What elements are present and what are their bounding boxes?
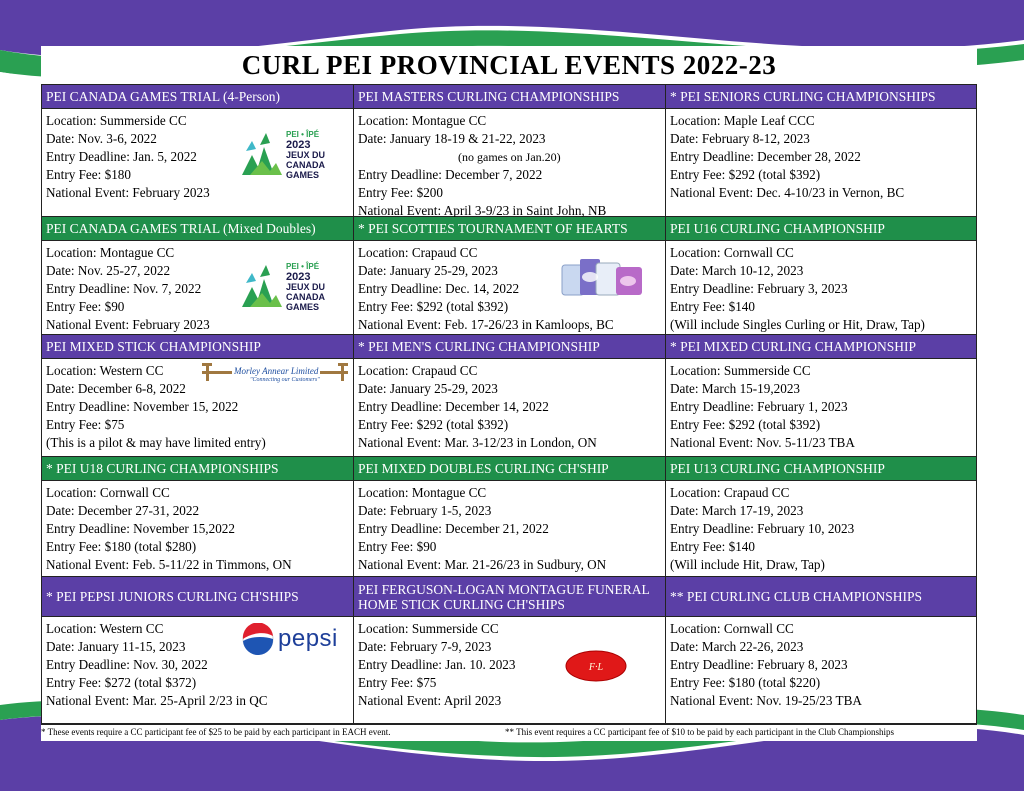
- event-detail-line: Entry Fee: $272 (total $372): [46, 675, 197, 690]
- event-detail-line: Date: January 25-29, 2023: [358, 263, 498, 278]
- event-detail-line: Entry Fee: $90: [46, 299, 125, 314]
- event-detail-line: National Event: Nov. 5-11/23 TBA: [670, 435, 855, 450]
- event-detail-line: Entry Fee: $75: [46, 417, 125, 432]
- footnote-double-star: ** This event requires a CC participant fee of $10 to be paid by each participant in the Club Championships: [505, 727, 894, 737]
- svg-text:GAMES: GAMES: [286, 302, 320, 312]
- event-details: [354, 109, 665, 217]
- event-detail-line: National Event: Dec. 4-10/23 in Vernon, BC: [670, 185, 905, 200]
- svg-text:JEUX DU: JEUX DU: [286, 150, 326, 160]
- event-cell: [666, 85, 976, 217]
- event-cell: [354, 85, 666, 217]
- event-title: * PEI SCOTTIES TOURNAMENT OF HEARTS: [354, 217, 665, 241]
- event-row: [42, 335, 976, 457]
- svg-text:CANADA: CANADA: [286, 160, 325, 170]
- event-title: * PEI MEN'S CURLING CHAMPIONSHIP: [354, 335, 665, 359]
- svg-text:PEI • ÎPÉ: PEI • ÎPÉ: [286, 130, 320, 139]
- event-detail-line: Date: February 7-9, 2023: [358, 639, 492, 654]
- event-detail-line: Date: January 25-29, 2023: [358, 381, 498, 396]
- pepsi-logo: [242, 623, 350, 657]
- event-detail-line: National Event: February 2023: [46, 185, 210, 200]
- event-title: PEI MASTERS CURLING CHAMPIONSHIPS: [354, 85, 665, 109]
- events-table: [41, 84, 977, 725]
- canada-games-logo: [240, 127, 336, 188]
- event-detail-line: Date: February 8-12, 2023: [670, 131, 810, 146]
- event-detail-line: Entry Fee: $75: [358, 675, 437, 690]
- event-detail-line: Entry Fee: $200: [358, 185, 443, 200]
- svg-text:JEUX DU: JEUX DU: [286, 282, 326, 292]
- event-details: [666, 241, 976, 335]
- event-detail-line: Entry Fee: $292 (total $392): [358, 417, 509, 432]
- event-detail-line: Entry Deadline: February 1, 2023: [670, 399, 848, 414]
- event-detail-line: National Event: April 3-9/23 in Saint John, NB: [358, 203, 607, 217]
- event-title: * PEI U18 CURLING CHAMPIONSHIPS: [42, 457, 353, 481]
- event-detail-line: Entry Fee: $292 (total $392): [670, 167, 821, 182]
- event-detail-line: Location: Montague CC: [358, 113, 487, 128]
- event-cell: [42, 457, 354, 577]
- event-detail-line: Entry Deadline: February 8, 2023: [670, 657, 848, 672]
- event-detail-line: National Event: Mar. 3-12/23 in London, ON: [358, 435, 597, 450]
- footnote-single-star: * These events require a CC participant fee of $25 to be paid by each participant in EACH event.: [41, 727, 391, 737]
- event-detail-line: Entry Fee: $140: [670, 299, 755, 314]
- event-detail-line: Date: Nov. 3-6, 2022: [46, 131, 157, 146]
- event-detail-line: Date: February 1-5, 2023: [358, 503, 492, 518]
- event-details: [666, 359, 976, 457]
- event-row: [42, 577, 976, 724]
- svg-text:F·L: F·L: [588, 662, 604, 673]
- event-row: [42, 85, 976, 217]
- event-title: PEI CANADA GAMES TRIAL (Mixed Doubles): [42, 217, 353, 241]
- event-detail-line: (This is a pilot & may have limited entry): [46, 435, 266, 450]
- event-cell: [666, 335, 976, 457]
- event-detail-line: Entry Deadline: Dec. 14, 2022: [358, 281, 520, 296]
- event-details: [354, 359, 665, 457]
- event-detail-line: Date: March 22-26, 2023: [670, 639, 804, 654]
- event-detail-line: Entry Deadline: December 14, 2022: [358, 399, 549, 414]
- event-detail-line: National Event: Mar. 21-26/23 in Sudbury, ON: [358, 557, 607, 572]
- morley-annear-tagline: "Connecting our Customers": [250, 377, 320, 383]
- page-title: CURL PEI PROVINCIAL EVENTS 2022-23: [241, 50, 777, 80]
- event-detail-line: National Event: Feb. 5-11/22 in Timmons, ON: [46, 557, 292, 572]
- event-row: [42, 457, 976, 577]
- event-detail-line: Location: Montague CC: [358, 485, 487, 500]
- scotties-products-image: [560, 251, 646, 304]
- svg-text:PEI • ÎPÉ: PEI • ÎPÉ: [286, 262, 320, 271]
- event-detail-line: (Will include Singles Curling or Hit, Draw, Tap): [670, 317, 925, 332]
- event-detail-line: Entry Deadline: Nov. 30, 2022: [46, 657, 208, 672]
- event-detail-line: Entry Fee: $292 (total $392): [358, 299, 509, 314]
- event-detail-line: Entry Fee: $180 (total $280): [46, 539, 197, 554]
- event-detail-line: (Will include Hit, Draw, Tap): [670, 557, 825, 572]
- event-title: * PEI PEPSI JUNIORS CURLING CH'SHIPS: [42, 577, 353, 617]
- event-detail-line: Entry Deadline: December 7, 2022: [358, 167, 543, 182]
- event-detail-line: Date: March 10-12, 2023: [670, 263, 804, 278]
- event-detail-line: National Event: April 2023: [358, 693, 502, 708]
- event-detail-line: Date: Nov. 25-27, 2022: [46, 263, 171, 278]
- event-cell: [42, 85, 354, 217]
- event-detail-line: (no games on Jan.20): [458, 150, 561, 164]
- event-details: [666, 617, 976, 724]
- event-detail-line: National Event: February 2023: [46, 317, 210, 332]
- event-detail-line: Location: Summerside CC: [46, 113, 187, 128]
- event-cell: [354, 577, 666, 724]
- event-detail-line: Entry Deadline: December 28, 2022: [670, 149, 861, 164]
- event-cell: [42, 577, 354, 724]
- event-cell: [42, 217, 354, 335]
- event-title: PEI MIXED DOUBLES CURLING CH'SHIP: [354, 457, 665, 481]
- event-row: [42, 217, 976, 335]
- morley-annear-logo: [202, 363, 348, 394]
- event-title: PEI U13 CURLING CHAMPIONSHIP: [666, 457, 976, 481]
- event-detail-line: Date: March 17-19, 2023: [670, 503, 804, 518]
- event-detail-line: Entry Fee: $90: [358, 539, 437, 554]
- event-title: PEI U16 CURLING CHAMPIONSHIP: [666, 217, 976, 241]
- event-cell: [42, 335, 354, 457]
- event-cell: [666, 457, 976, 577]
- event-details: [42, 481, 353, 577]
- event-detail-line: Entry Deadline: Jan. 5, 2022: [46, 149, 197, 164]
- canada-games-logo: [240, 259, 336, 320]
- event-cell: [354, 335, 666, 457]
- event-detail-line: Date: January 11-15, 2023: [46, 639, 186, 654]
- event-details: [354, 481, 665, 577]
- event-detail-line: Location: Western CC: [46, 363, 164, 378]
- event-detail-line: National Event: Feb. 17-26/23 in Kamloops, BC: [358, 317, 614, 332]
- event-detail-line: Entry Deadline: December 21, 2022: [358, 521, 549, 536]
- ferguson-logan-badge: [564, 649, 628, 688]
- event-cell: [666, 217, 976, 335]
- event-detail-line: Location: Cornwall CC: [670, 621, 794, 636]
- event-detail-line: Date: December 27-31, 2022: [46, 503, 200, 518]
- event-details: [666, 109, 976, 217]
- event-detail-line: Entry Deadline: November 15, 2022: [46, 399, 239, 414]
- event-detail-line: Entry Deadline: February 3, 2023: [670, 281, 848, 296]
- event-detail-line: Entry Deadline: February 10, 2023: [670, 521, 855, 536]
- event-cell: [666, 577, 976, 724]
- event-cell: [354, 457, 666, 577]
- event-detail-line: Entry Deadline: Jan. 10. 2023: [358, 657, 516, 672]
- event-cell: [354, 217, 666, 335]
- event-detail-line: Date: December 6-8, 2022: [46, 381, 186, 396]
- event-detail-line: Location: Summerside CC: [358, 621, 499, 636]
- event-title: * PEI MIXED CURLING CHAMPIONSHIP: [666, 335, 976, 359]
- event-title: PEI MIXED STICK CHAMPIONSHIP: [42, 335, 353, 359]
- event-detail-line: Location: Cornwall CC: [670, 245, 794, 260]
- event-detail-line: Date: January 18-19 & 21-22, 2023: [358, 131, 546, 146]
- event-title: ** PEI CURLING CLUB CHAMPIONSHIPS: [666, 577, 976, 617]
- event-detail-line: Location: Cornwall CC: [46, 485, 170, 500]
- event-detail-line: Entry Fee: $180: [46, 167, 131, 182]
- events-sheet: [41, 46, 977, 741]
- event-detail-line: Location: Western CC: [46, 621, 164, 636]
- pepsi-wordmark: pepsi: [278, 625, 338, 652]
- event-title: * PEI SENIORS CURLING CHAMPIONSHIPS: [666, 85, 976, 109]
- event-detail-line: Entry Fee: $180 (total $220): [670, 675, 821, 690]
- svg-text:CANADA: CANADA: [286, 292, 325, 302]
- event-detail-line: Location: Maple Leaf CCC: [670, 113, 815, 128]
- event-details: [666, 481, 976, 577]
- svg-text:GAMES: GAMES: [286, 170, 320, 180]
- event-title: PEI CANADA GAMES TRIAL (4-Person): [42, 85, 353, 109]
- event-detail-line: Entry Deadline: November 15,2022: [46, 521, 235, 536]
- morley-annear-logo-text: Morley Annear Limited: [234, 366, 319, 376]
- svg-text:2023: 2023: [286, 139, 311, 151]
- event-detail-line: Entry Fee: $292 (total $392): [670, 417, 821, 432]
- event-detail-line: Location: Crapaud CC: [358, 363, 478, 378]
- event-title: PEI FERGUSON-LOGAN MONTAGUE FUNERAL HOME STICK CURLING CH'SHIPS: [354, 577, 665, 617]
- event-detail-line: Entry Fee: $140: [670, 539, 755, 554]
- event-detail-line: National Event: Nov. 19-25/23 TBA: [670, 693, 862, 708]
- event-detail-line: Location: Montague CC: [46, 245, 175, 260]
- event-detail-line: Entry Deadline: Nov. 7, 2022: [46, 281, 202, 296]
- event-detail-line: Location: Crapaud CC: [358, 245, 478, 260]
- event-detail-line: Date: March 15-19,2023: [670, 381, 801, 396]
- event-detail-line: Location: Summerside CC: [670, 363, 811, 378]
- event-detail-line: National Event: Mar. 25-April 2/23 in QC: [46, 693, 268, 708]
- svg-text:2023: 2023: [286, 271, 311, 283]
- event-detail-line: Location: Crapaud CC: [670, 485, 790, 500]
